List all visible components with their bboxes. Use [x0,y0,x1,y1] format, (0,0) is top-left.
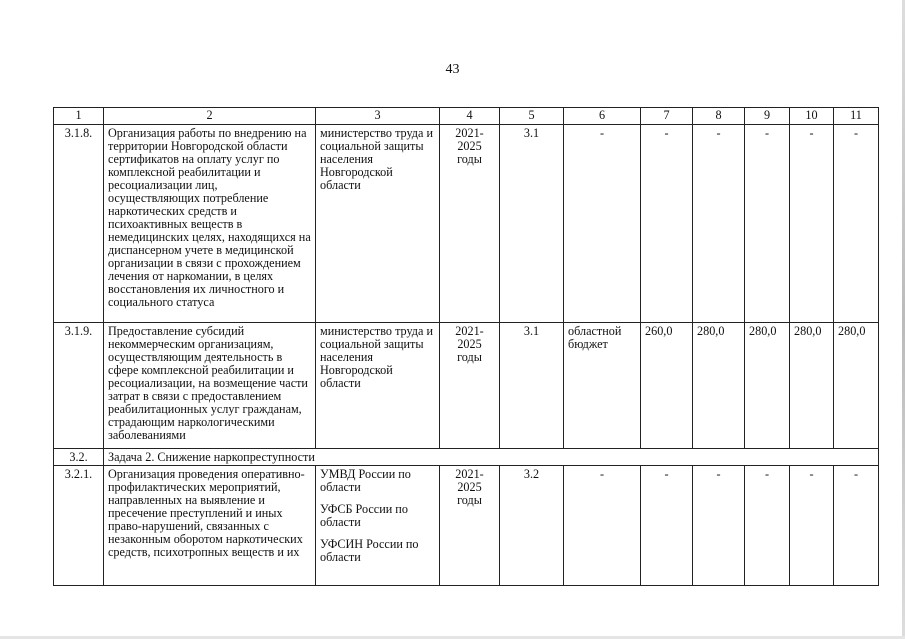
target-indicator: 3.1 [500,323,564,449]
year-2025-value: - [834,125,879,323]
funding-source: - [564,466,641,586]
row-number: 3.1.9. [54,323,104,449]
year-2023-value: - [745,466,790,586]
table-row [54,125,879,323]
activity-name: Предоставление субсидий некоммерческим организациям, осуществляющим деятельность в сфере комплексной реабилитации и ресоциализации, на возмещение части затрат в связи с предоставлением реабилитационных услуг гражданам, страдающим наркологическими заболеваниями [104,323,316,449]
executor: УФСБ России по области [320,502,408,529]
activity-name: Организация работы по внедрению на территории Новгородской области сертификатов на оплату услуг по комплексной реабилитации и ресоциализации лиц, осуществляющих потребление наркотических средств и психоактивных веществ в немедицинских целях, находящихся на диспансерном учете в медицинской организации в связи с прохождением лечения от наркомании, в целях восстановления их личностного и социального статуса [104,125,316,323]
header-row [54,108,879,125]
executor: УФСИН России по области [320,537,419,564]
col-header-4: 4 [440,108,500,125]
funding-source: областной бюджет [564,323,641,449]
col-header-5: 5 [500,108,564,125]
executor: министерство труда и социальной защиты населения Новгородской области [316,323,440,449]
year-2024-value: - [790,466,834,586]
target-indicator: 3.2 [500,466,564,586]
task-number: 3.2. [54,449,104,466]
year-2025-value: - [834,466,879,586]
year-2024-value: - [790,125,834,323]
period: 2021-2025 годы [440,323,500,449]
table-row [54,466,879,586]
program-table [53,107,879,586]
executor: УМВД России по области [320,467,411,494]
col-header-6: 6 [564,108,641,125]
row-number: 3.2.1. [54,466,104,586]
executor: министерство труда и социальной защиты населения Новгородской области [316,125,440,323]
year-2024-value: 280,0 [790,323,834,449]
col-header-7: 7 [641,108,693,125]
year-2023-value: 280,0 [745,323,790,449]
col-header-2: 2 [104,108,316,125]
col-header-9: 9 [745,108,790,125]
col-header-3: 3 [316,108,440,125]
col-header-11: 11 [834,108,879,125]
target-indicator: 3.1 [500,125,564,323]
col-header-10: 10 [790,108,834,125]
year-2025-value: 280,0 [834,323,879,449]
year-2022-value: 280,0 [693,323,745,449]
year-2022-value: - [693,125,745,323]
col-header-1: 1 [54,108,104,125]
col-header-8: 8 [693,108,745,125]
executor-list [316,466,440,586]
task-row [54,449,879,466]
row-number: 3.1.8. [54,125,104,323]
year-2023-value: - [745,125,790,323]
year-2021-value: 260,0 [641,323,693,449]
period: 2021-2025 годы [440,125,500,323]
year-2021-value: - [641,466,693,586]
year-2021-value: - [641,125,693,323]
activity-name: Организация проведения оперативно-профилактических мероприятий, направленных на выявление и пресечение преступлений и иных право-нарушений, связанных с незаконным оборотом наркотических средств, психотропных веществ и их [104,466,316,586]
year-2022-value: - [693,466,745,586]
period: 2021-2025 годы [440,466,500,586]
funding-source: - [564,125,641,323]
task-title: Задача 2. Снижение наркопреступности [104,449,879,466]
page-number: 43 [445,62,460,77]
table-row [54,323,879,449]
